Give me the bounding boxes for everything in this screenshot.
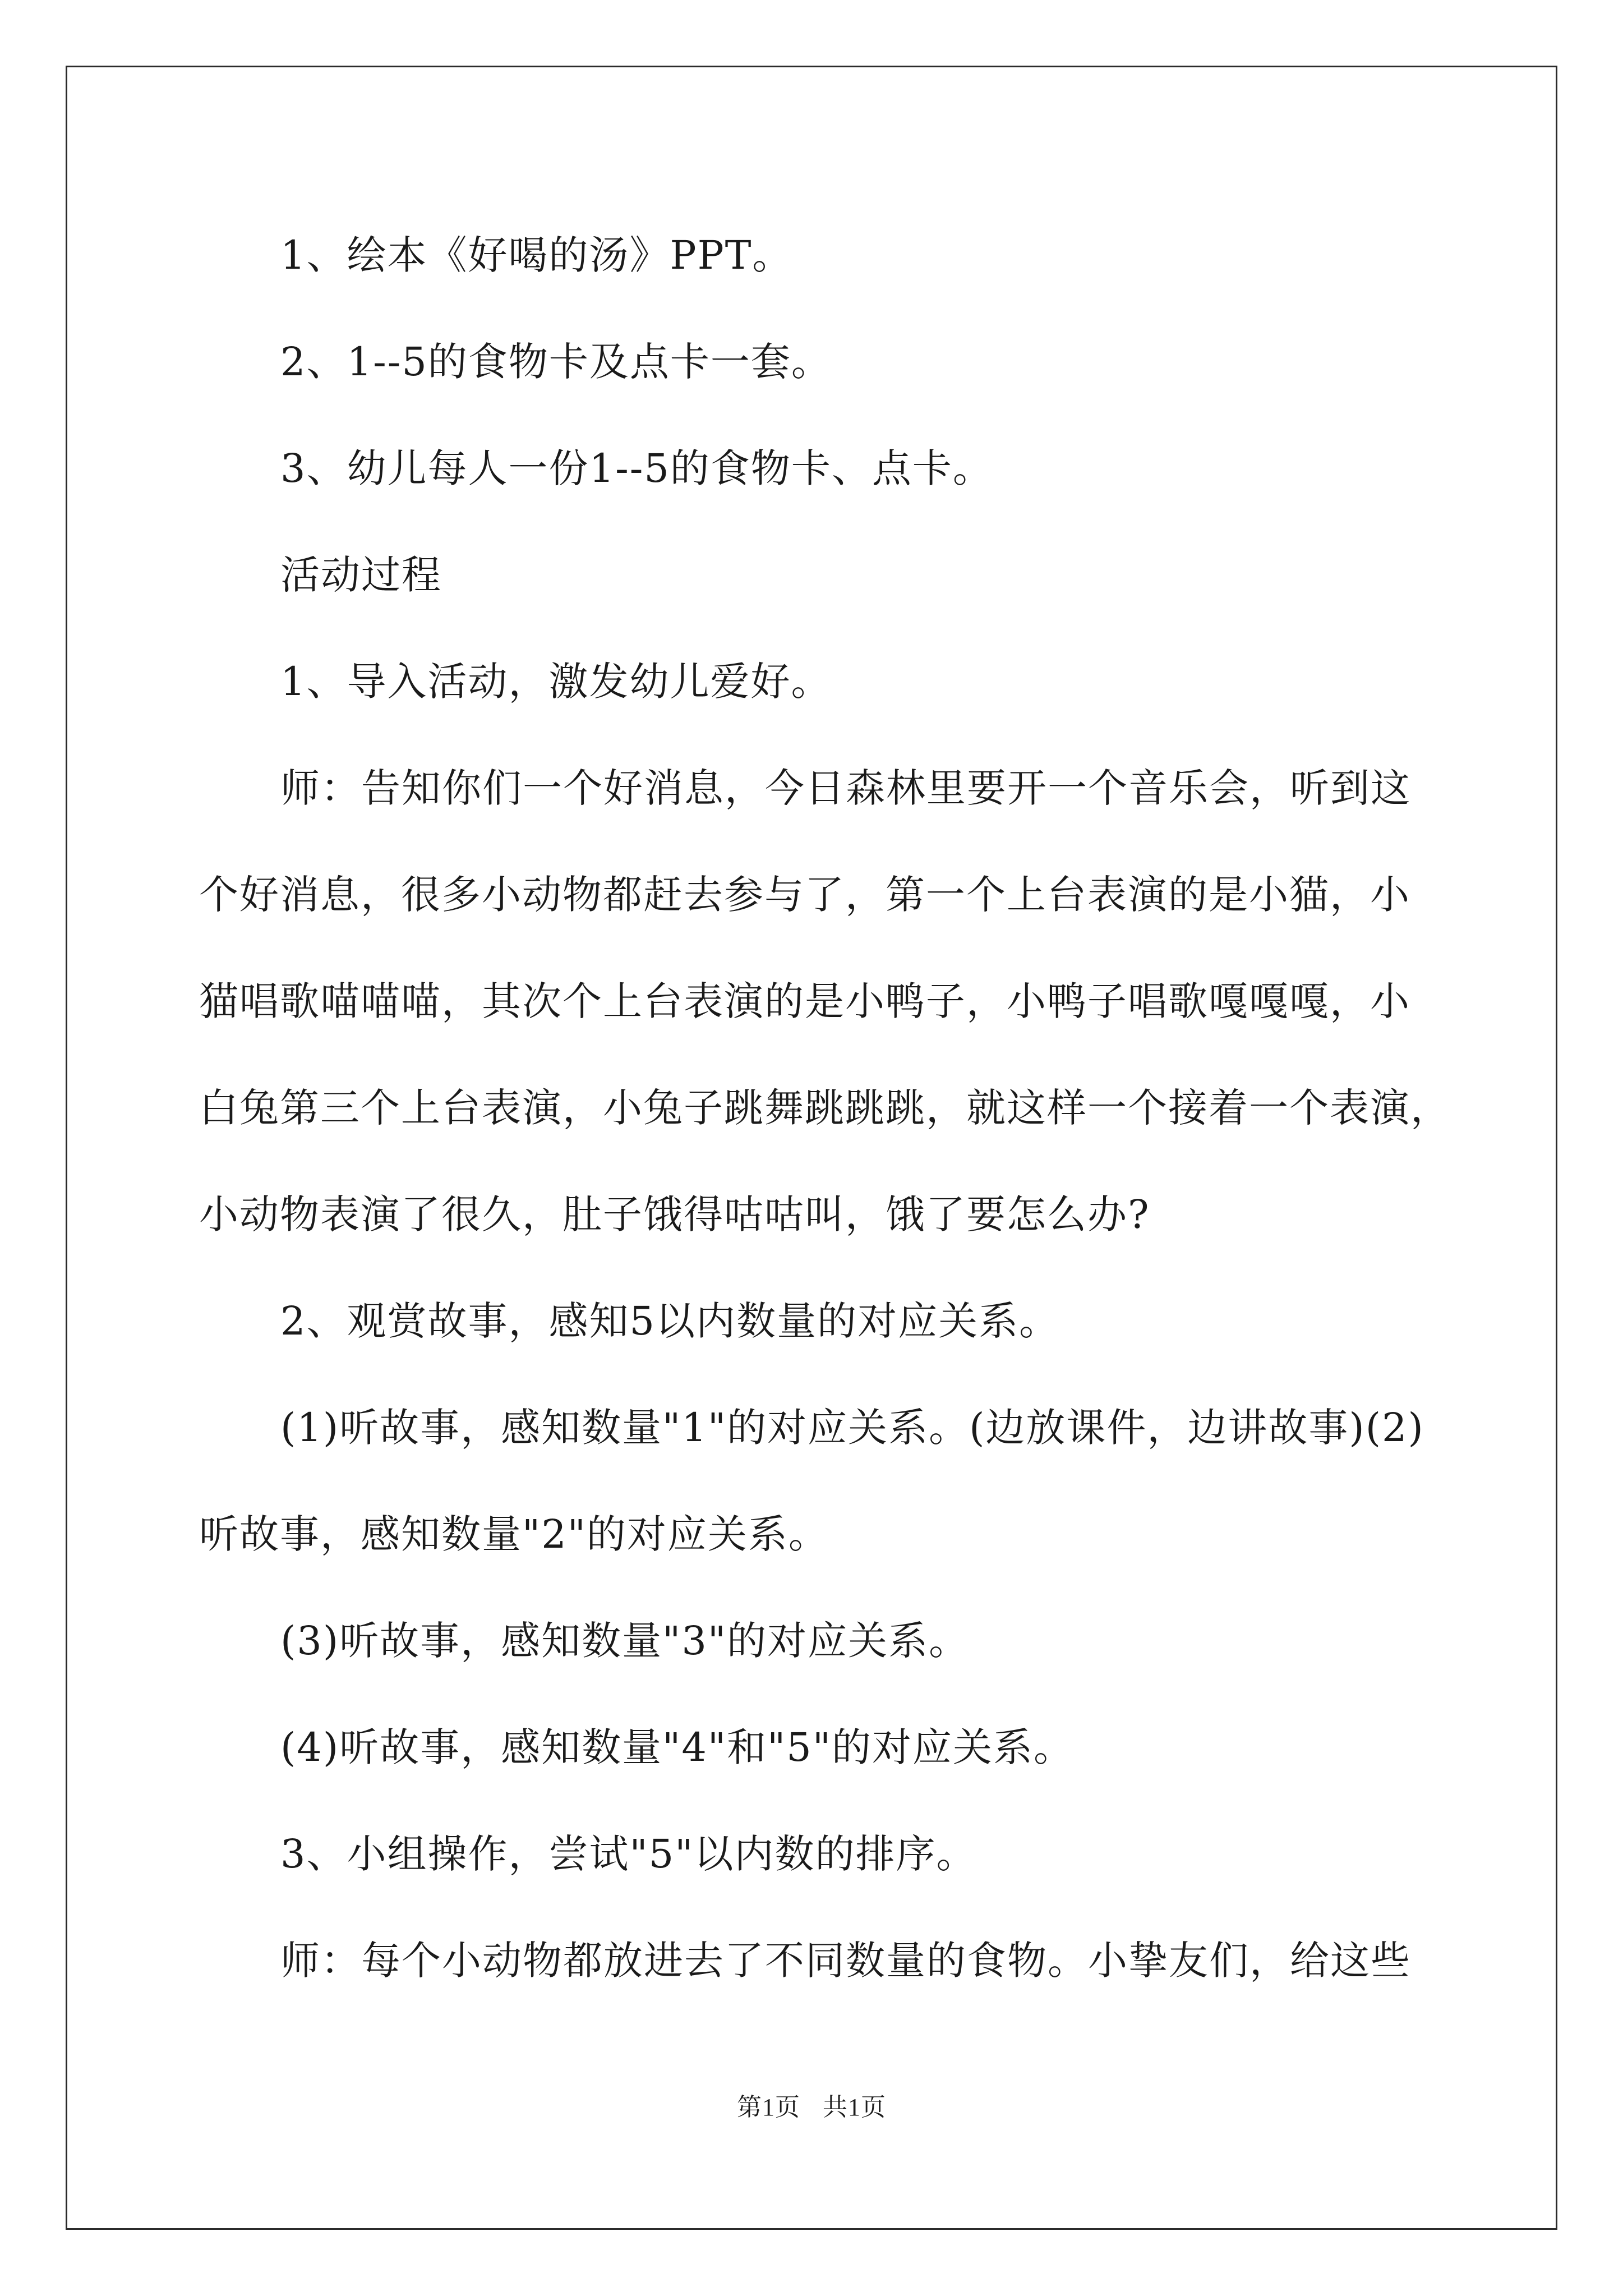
document-body: [199, 202, 1451, 2014]
sub-step-line: (1)听故事，感知数量"1"的对应关系。(边放课件，边讲故事)(2): [280, 1405, 1424, 1451]
list-item-material-3: 3、幼儿每人一份1--5的食物卡、点卡。: [280, 445, 993, 491]
list-item-material-1: 1、绘本《好喝的汤》PPT。: [280, 232, 793, 278]
page-footer: [0, 2087, 1623, 2123]
step-1-heading: 1、导入活动，激发幼儿爱好。: [280, 659, 832, 705]
page-number: 第1页: [737, 2093, 800, 2121]
paragraph-line: 个好消息，很多小动物都赶去参与了，第一个上台表演的是小猫，小: [199, 872, 1410, 918]
teacher-paragraph-line: 师：每个小动物都放进去了不同数量的食物。小挚友们，给这些: [280, 1938, 1411, 1984]
paragraph-line: 听故事，感知数量"2"的对应关系。: [199, 1511, 829, 1557]
paragraph-line: 小动物表演了很久，肚子饿得咕咕叫，饿了要怎么办?: [199, 1191, 1150, 1237]
section-heading-activity-process: 活动过程: [280, 552, 442, 598]
step-2-heading: 2、观赏故事，感知5以内数量的对应关系。: [280, 1298, 1060, 1344]
sub-step-3: (3)听故事，感知数量"3"的对应关系。: [280, 1618, 970, 1664]
page-total: 共1页: [823, 2093, 886, 2121]
list-item-material-2: 2、1--5的食物卡及点卡一套。: [280, 339, 832, 385]
teacher-paragraph-line: 师：告知你们一个好消息，今日森林里要开一个音乐会，听到这: [280, 765, 1411, 811]
step-3-heading: 3、小组操作，尝试"5"以内数的排序。: [280, 1831, 977, 1877]
sub-step-4: (4)听故事，感知数量"4"和"5"的对应关系。: [280, 1724, 1075, 1770]
paragraph-line: 猫唱歌喵喵喵，其次个上台表演的是小鸭子，小鸭子唱歌嘎嘎嘎，小: [199, 978, 1410, 1024]
paragraph-line: 白兔第三个上台表演，小兔子跳舞跳跳跳，就这样一个接着一个表演，: [199, 1085, 1451, 1131]
